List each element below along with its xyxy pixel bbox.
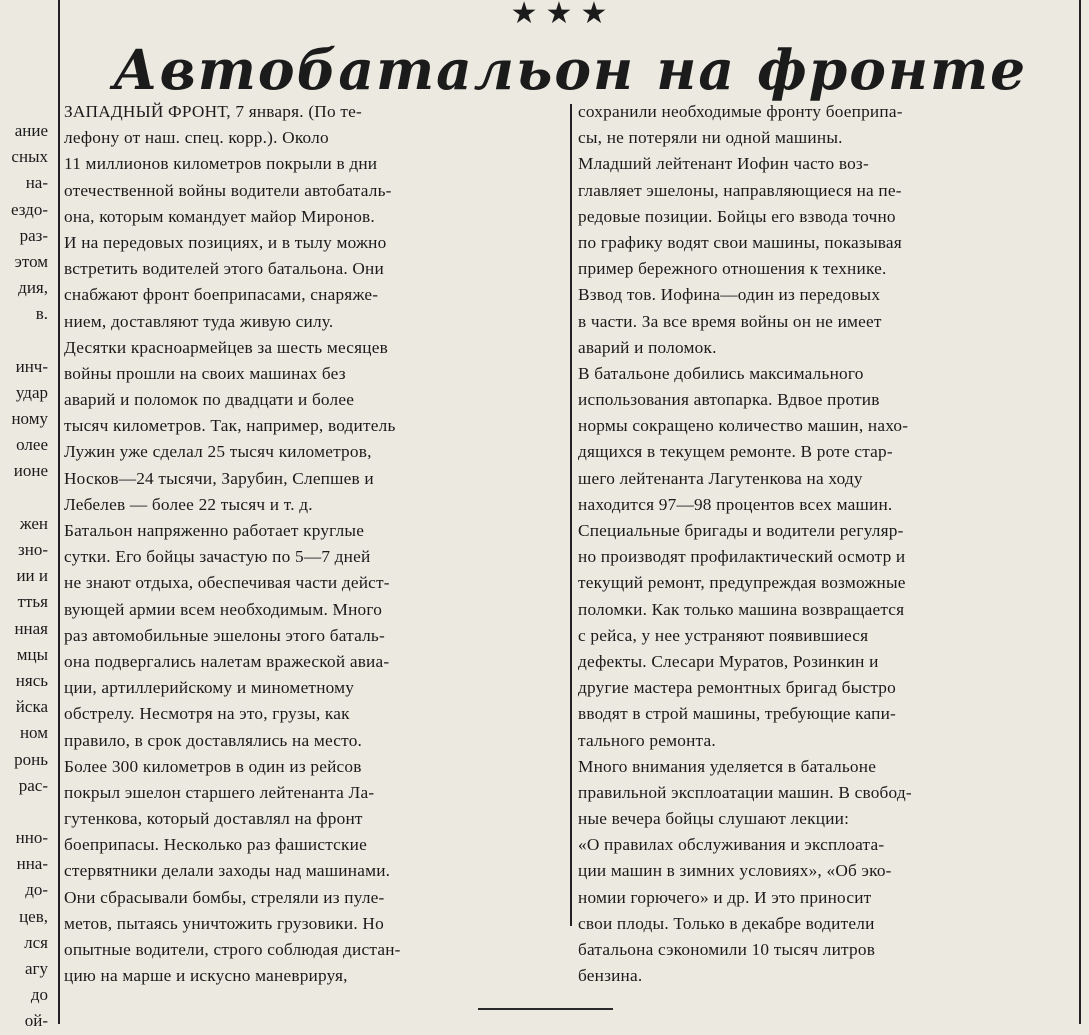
fragment-line: сных [11,147,48,167]
fragment-line: ание [14,121,48,140]
fragment-line: ионе [13,461,48,481]
column-1-line: сутки. Его бойцы зачастую по 5—7 дней [64,547,371,567]
left-adjacent-column-fragment [0,118,48,1035]
fragment-line: нясь [15,670,48,690]
column-2-line: свои плоды. Только в декабре водители [578,913,875,933]
column-1-line: гутенкова, который доставлял на фронт [64,809,363,829]
column-1-line: Лужин уже сделал 25 тысяч километров, [64,442,372,462]
column-1-line: войны прошли на своих машинах без [64,363,346,383]
column-2-line: бензина. [578,966,643,986]
column-2-line: редовые позиции. Бойцы его взвода точно [578,206,896,226]
column-1-line: опытные водители, строго соблюдая дистан- [64,940,401,959]
column-2-line: нормы сокращено количество машин, нахо- [578,416,909,436]
fragment-line: ттья [17,592,48,612]
column-2-line: батальона сэкономили 10 тысяч литров [578,940,876,959]
column-2-line: Взвод тов. Иофина—один из передовых [578,285,881,305]
fragment-line: на- [25,173,48,193]
fragment-line: ой- [24,1011,48,1031]
column-2-line: вводят в строй машины, требующие капи- [578,704,896,724]
column-1-line: отечественной войны водители автобаталь- [64,180,392,200]
column-1-line: не знают отдыха, обеспечивая части дейст- [64,573,390,593]
fragment-line: раз- [19,225,48,245]
fragment-line [0,485,48,511]
column-2-line: В батальоне добились максимального [578,363,864,383]
fragment-line: до- [25,880,48,900]
column-1-line: Они сбрасывали бомбы, стреляли из пуле- [64,887,385,907]
column-1-line: нием, доставляют туда живую силу. [64,311,334,331]
fragment-line: ездо- [11,199,48,219]
column-1-line: цию на марше и искусно маневрируя, [64,966,348,986]
fragment-line: до [30,985,48,1005]
center-column-rule [570,104,572,926]
column-1-line: боеприпасы. Несколько раз фашистские [64,835,367,855]
column-1-line: она, которым командует майор Миронов. [64,206,375,226]
column-1-line: ции, артиллерийскому и минометному [64,678,355,698]
column-1-line: обстрелу. Несмотря на это, грузы, как [64,704,350,724]
fragment-line [0,799,48,825]
article-column-2 [578,99,1075,989]
column-2-line: пример бережного отношения к технике. [578,259,887,279]
fragment-line: в. [35,304,48,324]
column-2-line: в части. За все время войны он не имеет [578,311,882,331]
column-1-line: ЗАПАДНЫЙ ФРОНТ, 7 января. (По те- [64,102,362,121]
column-1-line: стервятники делали заходы над машинами. [64,861,391,881]
article-column-1 [64,99,557,989]
column-1-line: она подвергались налетам вражеской авиа- [64,651,390,671]
column-2-line: дефекты. Слесари Муратов, Розинкин и [578,651,879,671]
fragment-line: рас- [18,775,48,795]
fragment-line: зно- [18,540,48,559]
fragment-line: ронь [14,749,48,769]
column-1-line: И на передовых позициях, и в тылу можно [64,232,387,252]
fragment-line: ному [11,409,48,429]
column-2-line: текущий ремонт, предупреждая возможные [578,573,906,593]
column-2-line: находится 97—98 процентов всех машин. [578,494,893,514]
fragment-line: инч- [15,356,48,376]
column-1-line: Носков—24 тысячи, Зарубин, Слепшев и [64,468,374,488]
column-2-line: другие мастера ремонтных бригад быстро [578,678,896,698]
column-1-line: встретить водителей этого батальона. Они [64,259,384,279]
fragment-line: жен [19,513,48,533]
left-column-rule [58,0,60,1024]
fragment-line: этом [14,251,48,271]
article-headline: Автобатальон на фронте [112,37,1028,102]
column-1-line: 11 миллионов километров покрыли в дни [64,154,378,174]
column-1-line: Десятки красноармейцев за шесть месяцев [64,337,388,357]
column-2-line: сохранили необходимые фронту боеприпа- [578,102,903,121]
column-2-line: номии горючего» и др. И это приносит [578,887,872,907]
column-2-line: тального ремонта. [578,730,716,750]
right-column-rule [1079,0,1081,1024]
column-2-line: сы, не потеряли ни одной машины. [578,128,843,148]
fragment-line: ном [19,723,48,743]
column-1-line: снабжают фронт боеприпасами, снаряже- [64,285,379,305]
column-1-line: Батальон напряженно работает круглые [64,521,365,540]
fragment-line: лся [24,932,48,952]
column-2-line: но производят профилактический осмотр и [578,547,906,567]
column-2-line: правильной эксплоатации машин. В свобод- [578,782,912,802]
fragment-line [0,328,48,354]
fragment-line: агу [24,959,48,978]
column-1-line: правило, в срок доставлялись на место. [64,730,363,750]
column-2-line: главляет эшелоны, направляющиеся на пе- [578,180,902,200]
column-2-line: по графику водят свои машины, показывая [578,232,902,252]
column-1-line: вующей армии всем необходимым. Много [64,599,383,619]
column-2-line: использования автопарка. Вдвое против [578,390,880,410]
column-2-line: аварий и поломок. [578,337,717,357]
column-1-line: покрыл эшелон старшего лейтенанта Ла- [64,782,375,802]
fragment-line: цев, [19,906,48,926]
fragment-line: олее [16,435,48,455]
fragment-line: йска [15,697,48,717]
column-2-line: Младший лейтенант Иофин часто воз- [578,154,869,174]
column-2-line: «О правилах обслуживания и эксплоата- [578,835,885,855]
fragment-line: удар [15,382,48,402]
column-2-line: Много внимания уделяется в батальоне [578,756,877,776]
fragment-line: нная [14,618,48,638]
fragment-line: дия, [18,278,48,298]
fragment-line: ии и [16,566,48,586]
column-2-line: с рейса, у нее устраняют появившиеся [578,625,869,645]
fragment-line: нна- [16,854,48,874]
column-2-line: Специальные бригады и водители регуляр- [578,521,904,540]
ornament-stars: ★★★ [510,0,616,31]
column-2-line: ции машин в зимних условиях», «Об эко- [578,861,892,881]
column-1-line: тысяч километров. Так, например, водитель [64,416,396,436]
column-2-line: ные вечера бойцы слушают лекции: [578,809,850,829]
column-1-line: Более 300 километров в один из рейсов [64,756,362,776]
column-1-line: метов, пытаясь уничтожить грузовики. Но [64,913,384,933]
fragment-line: нно- [15,828,48,848]
column-2-line: поломки. Как только машина возвращается [578,599,905,619]
column-1-line: Лебелев — более 22 тысяч и т. д. [64,494,313,514]
column-1-line: лефону от наш. спец. корр.). Около [64,128,329,148]
column-1-line: раз автомобильные эшелоны этого баталь- [64,625,385,645]
column-1-line: аварий и поломок по двадцати и более [64,390,355,410]
column-2-line: шего лейтенанта Лагутенкова на ходу [578,468,863,488]
fragment-line: мцы [16,644,48,664]
column-2-line: дящихся в текущем ремонте. В роте стар- [578,442,893,462]
article-end-rule [478,1008,613,1010]
